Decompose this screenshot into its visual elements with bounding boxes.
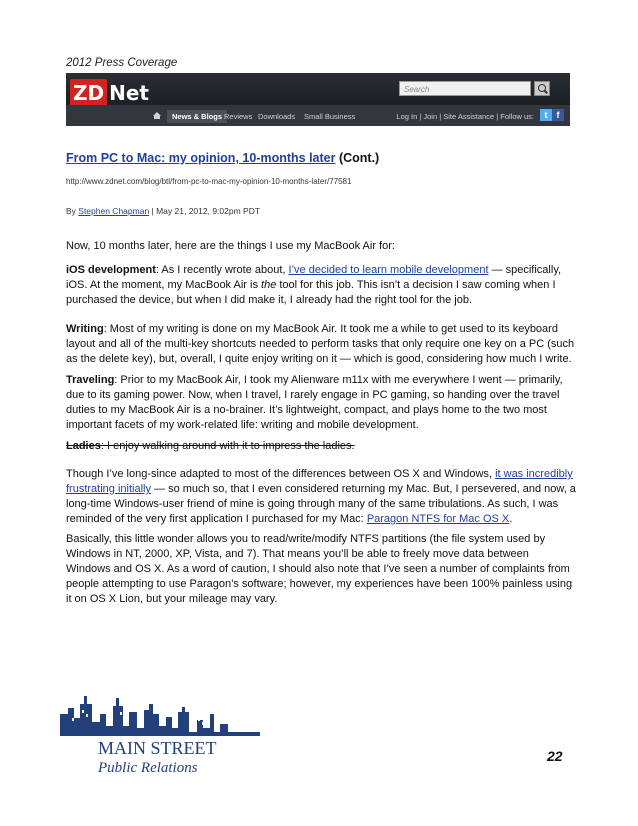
ios-paragraph <box>66 263 576 308</box>
home-icon[interactable] <box>153 112 161 116</box>
article-title-link[interactable]: From PC to Mac: my opinion, 10-months later <box>66 151 336 165</box>
ladies-label: Ladies <box>66 440 101 452</box>
byline-prefix: By <box>66 206 79 216</box>
header-label: 2012 Press Coverage <box>66 57 178 69</box>
main-street-logo <box>60 692 260 792</box>
nav-downloads[interactable]: Downloads <box>258 112 296 121</box>
osx-paragraph <box>66 467 576 527</box>
article-title <box>66 151 379 165</box>
account-links[interactable]: Log In | Join | Site Assistance | Follow us: <box>396 112 534 121</box>
writing-label: Writing <box>66 323 104 335</box>
title-suffix: (Cont.) <box>335 151 380 165</box>
ios-text-3: tool for this job. This isn’t a decision I saw coming when I purchased the device, but when I did make it, I already had the right tool for the job. <box>66 279 556 306</box>
traveling-paragraph <box>66 373 576 433</box>
lead-paragraph: Now, 10 months later, here are the things I use my MacBook Air for: <box>66 240 395 252</box>
search-icon[interactable] <box>534 81 550 96</box>
frustrating-link[interactable]: it was incredibly frustrating initially <box>66 468 573 495</box>
ios-label: iOS development <box>66 264 156 276</box>
nav-small-business[interactable]: Small Business <box>304 112 356 121</box>
writing-text: : Most of my writing is done on my MacBook Air. It took me a while to get used to its keyboard layout and all of the multi-key shortcuts needed to perform tasks that only require one key on a PC (such as the delete key), but, overall, I quite enjoy writing on it — which is good, considering how much I write. <box>66 323 575 365</box>
writing-paragraph <box>66 322 576 367</box>
osx-text-3: . <box>509 513 513 525</box>
nav-news-blogs[interactable]: News & Blogs <box>167 110 227 123</box>
search-input[interactable]: Search <box>399 81 531 96</box>
author-link[interactable]: Stephen Chapman <box>78 206 150 216</box>
logo-main-street: MAIN STREET <box>98 738 217 758</box>
byline-date: | May 21, 2012, 9:02pm PDT <box>149 206 261 216</box>
logo-zd: ZD <box>70 79 107 107</box>
traveling-text: : Prior to my MacBook Air, I took my Alienware m11x with me everywhere I went — primarily, due to its gaming power. Now, when I travel, I rarely engage in PC gaming, so handing over the travel duties to my MacBook Air is a no-brainer. It’s lightweight, compact, and plays home to the two most important facets of my work-related life: writing and mobile development. <box>66 374 563 431</box>
paragon-link[interactable]: Paragon NTFS for Mac OS X <box>366 513 510 525</box>
logo-public-relations: Public Relations <box>98 760 198 776</box>
osx-text-1: Though I’ve long-since adapted to most of the differences between OS X and Windows, <box>66 468 496 480</box>
ladies-paragraph <box>66 439 576 454</box>
ios-text-1: : As I recently wrote about, <box>155 264 289 276</box>
mobile-dev-link[interactable]: I’ve decided to learn mobile development <box>288 264 489 276</box>
facebook-icon[interactable]: f <box>552 109 564 121</box>
twitter-icon[interactable]: t <box>540 109 552 121</box>
banner-navbar <box>66 105 570 126</box>
osx-text-2: — so much so, that I even considered returning my Mac. But, I persevered, and now, a long-time Windows-user friend of mine is going through many of the same tribulations. As such, I was reminded of the very first application I purchased for my Mac: <box>66 483 576 525</box>
ntfs-paragraph: Basically, this little wonder allows you to read/write/modify NTFS partitions (the file system used by Windows in NT, 2000, XP, Vista, and 7). That means you’ll be able to freely move data between Windows and OS X. As a word of caution, I should also note that I’ve seen a number of complaints from people attempting to use Paragon’s software; however, my experiences have been 100% painless using it on OS X Lion, but your mileage may vary. <box>66 533 573 605</box>
zdnet-banner <box>66 73 570 126</box>
article-url: http://www.zdnet.com/blog/btl/from-pc-to-mac-my-opinion-10-months-later/77581 <box>66 177 352 186</box>
logo-net: Net <box>109 81 149 105</box>
ios-emphasis: the <box>261 279 277 291</box>
nav-reviews[interactable]: Reviews <box>224 112 253 121</box>
byline <box>66 206 260 216</box>
ios-text-2: — specifically, iOS. At the moment, my MacBook Air is <box>66 264 562 291</box>
traveling-label: Traveling <box>66 374 115 386</box>
zdnet-logo[interactable] <box>70 79 149 107</box>
ladies-text: : I enjoy walking around with it to impress the ladies. <box>100 440 355 452</box>
page-number: 22 <box>547 748 563 764</box>
